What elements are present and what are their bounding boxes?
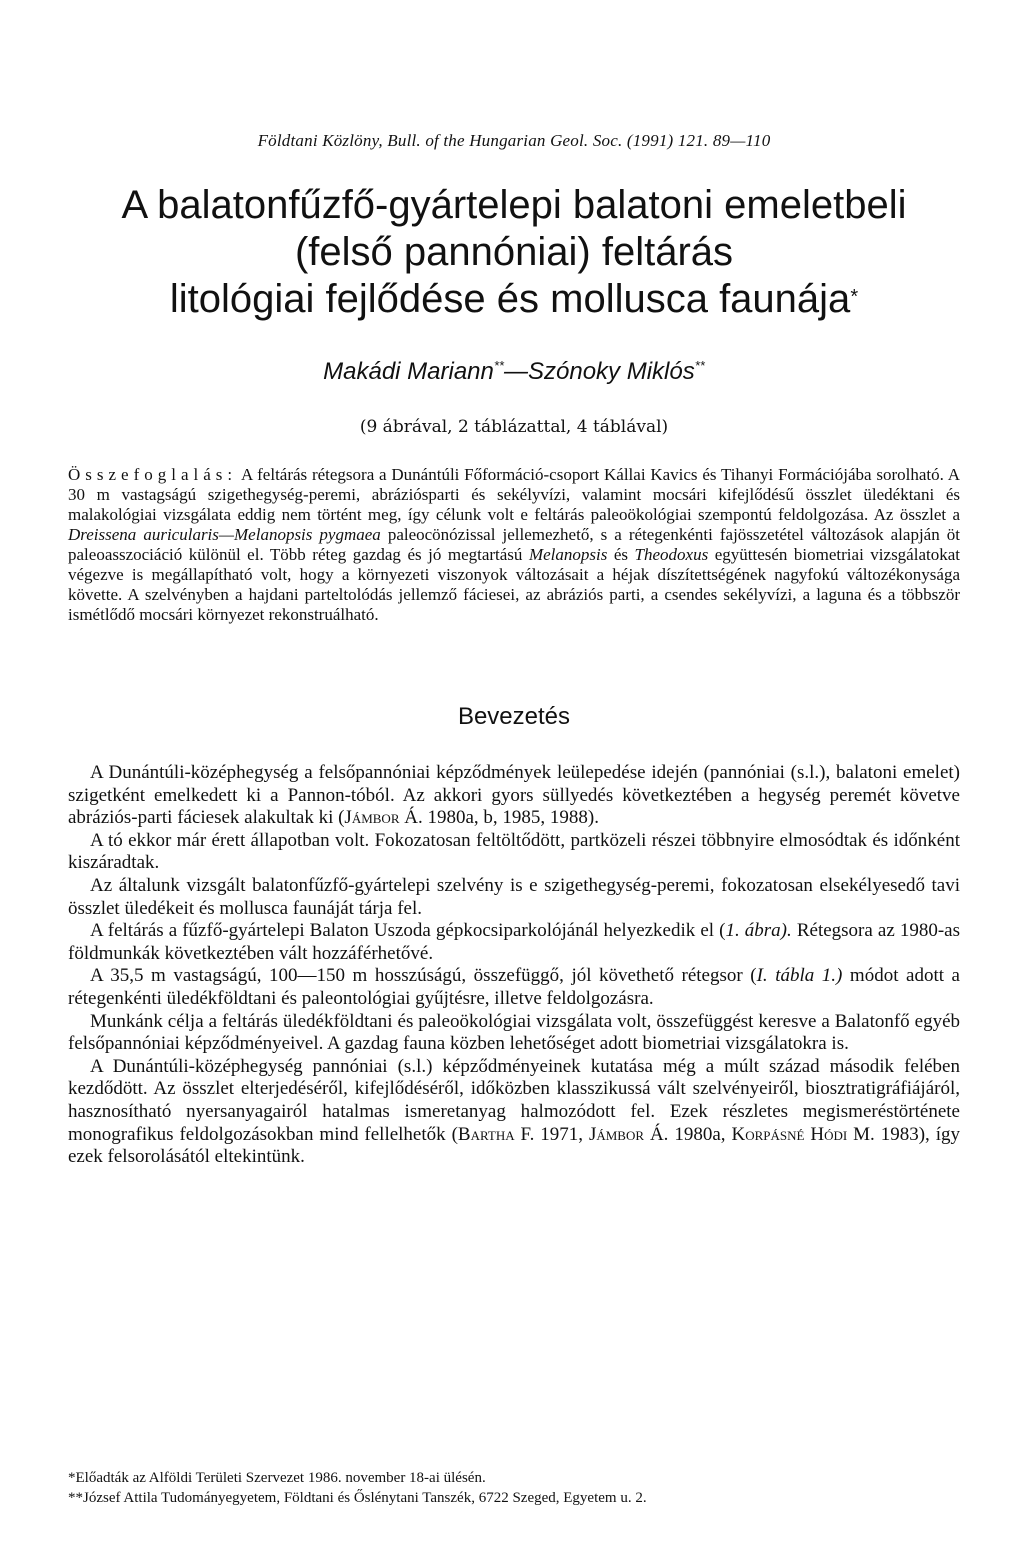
title-footnote-marker: *	[850, 286, 859, 308]
abstract	[68, 465, 960, 625]
author-separator: —	[504, 358, 528, 385]
citation-bartha: Bartha F.	[457, 1123, 535, 1145]
paragraph-3: Az általunk vizsgált balatonfűzfő-gyártelepi szelvény is e szigethegység-peremi, fokozatosan elsekélyesedő tavi összlet üledékeit és mollusca faunáját tárja fel.	[68, 874, 960, 919]
abstract-text-4: együttesén biometriai vizsgálatokat végezve is megállapítható volt, hogy a környezeti viszonyok változásait a héjak díszítettségének nagyfokú változékonysága követte. A szelvényben a hajdani parteltolódás jellemző fáciesei, az abráziós parti, a csendes sekélyvízi, a laguna és a többször ismétlődő mocsári környezet rekonstruálható.	[68, 545, 960, 624]
figure-table-counts: (9 ábrával, 2 táblázattal, 4 táblával)	[359, 417, 669, 437]
abstract-taxon-1: Dreissena auricularis—Melanopsis pygmaea	[68, 525, 381, 544]
citation-jambor-2: Jámbor Á.	[588, 1123, 669, 1145]
paragraph-2: A tó ekkor már érett állapotban volt. Fokozatosan feltöltődött, partközeli részei többnyire elmosódtak és időnként kiszáradtak.	[68, 829, 960, 874]
abstract-text-2: paleocönózissal jellemezhető, s a rétegenkénti fajösszetétel változások alapján öt paleoasszociáció különül el. Több réteg gazdag és jó megtartású	[68, 525, 960, 564]
author-1-marker: **	[493, 358, 504, 373]
body-text	[68, 762, 960, 1169]
paragraph-4-text-b: Rétegsora az 1980-as földmunkák következtében vált hozzáférhetővé.	[68, 920, 960, 964]
footnote-1: *Előadták az Alföldi Területi Szervezet 1986. november 18-ai ülésén.	[68, 1470, 486, 1486]
paragraph-7	[68, 1056, 960, 1169]
paragraph-7-text-b: 1971,	[534, 1123, 589, 1145]
paragraph-7-text-c: 1980a,	[668, 1123, 732, 1145]
figure-reference: 1. ábra).	[725, 920, 792, 942]
paragraph-5-text-a: A 35,5 m vastagságú, 100—150 m hosszúságú, összefüggő, jól követhető rétegsor (	[90, 965, 757, 987]
paragraph-5-text-b: módot adott a rétegenkénti üledékföldtani és paleontológiai gyűjtésre, illetve feldolgozásra.	[68, 965, 960, 1009]
abstract-text-1: A feltárás rétegsora a Dunántúli Főformáció-csoport Kállai Kavics és Tihanyi Formációjába sorolható. A 30 m vastagságú szigethegység-peremi, abráziósparti és sekélyvízi, valamint mocsári kifejlődésű összlet üledéktani és malakológiai vizsgálata eddig nem történt meg, így célunk volt e feltárás paleoökológiai szempontú feldolgozása. Az összlet a	[68, 465, 960, 524]
paragraph-6: Munkánk célja a feltárás üledékföldtani és paleoökológiai vizsgálata volt, összefüggést keresve a Balatonfő egyéb felsőpannóniai képződményeivel. A gazdag fauna közben lehetőséget adott biometriai vizsgálatokra is.	[68, 1010, 960, 1055]
paragraph-1	[68, 762, 960, 830]
paragraph-7-text-d: 1983), így ezek felsorolásától eltekintünk.	[68, 1123, 961, 1168]
title-line-3	[68, 276, 960, 323]
title-line-3-text: litológiai fejlődése és mollusca faunája	[169, 277, 851, 321]
paragraph-1-text: A Dunántúli-középhegység a felsőpannóniai képződmények leülepedése idején (pannóniai (s.l.), balatoni emelet) szigetként emelkedett ki a Pannon-tóból. Az akkori gyors süllyedés következtében a hegység peremét követve abráziós-parti fáciesek alakultak ki (	[68, 762, 960, 829]
title-line-1: A balatonfűzfő-gyártelepi balatoni emeletbeli	[121, 183, 907, 227]
paragraph-5	[68, 965, 960, 1010]
title-line-2: (felső pannóniai) feltárás	[294, 230, 734, 274]
journal-citation: Földtani Közlöny, Bull. of the Hungarian Geol. Soc. (1991) 121. 89—110	[257, 131, 771, 150]
author-2: Szónoky Miklós	[528, 358, 695, 385]
paragraph-1-end: 1980a, b, 1985, 1988).	[422, 807, 599, 829]
plate-reference: I. tábla 1.)	[756, 965, 843, 987]
citation-korpasne: Korpásné Hódi M.	[731, 1123, 875, 1145]
abstract-text-3: és	[607, 545, 635, 564]
paragraph-7-text-a: A Dunántúli-középhegység pannóniai (s.l.) képződményeinek kutatása még a múlt század második felében kezdődött. Az összlet elterjedéséről, kifejlődéséről, időközben klasszikussá vált szelvényeiről, biosztratigráfiájáról, hasznosítható nyersanyagairól hatalmas ismeretanyag halmozódott fel. Ezek részletes megismeréstörténete monografikus feldolgozásokban mind fellelhetők (	[68, 1055, 960, 1145]
abstract-taxon-3: Theodoxus	[634, 545, 709, 564]
author-2-marker: **	[694, 358, 705, 373]
footnote-2: **József Attila Tudományegyetem, Földtani és Őslénytani Tanszék, 6722 Szeged, Egyetem u. 2.	[68, 1490, 647, 1506]
author-1: Makádi Mariann	[323, 358, 494, 385]
paragraph-4-text-a: A feltárás a fűzfő-gyártelepi Balaton Uszoda gépkocsiparkolójánál helyezkedik el (	[90, 920, 726, 942]
paragraph-4	[68, 920, 960, 965]
section-heading: Bevezetés	[457, 703, 571, 730]
abstract-lead: Összefoglalás:	[68, 465, 238, 484]
abstract-taxon-2: Melanopsis	[528, 545, 608, 564]
citation-jambor: Jámbor Á.	[344, 807, 423, 829]
authors	[68, 358, 960, 386]
footnotes	[68, 1469, 960, 1509]
article-title	[68, 182, 960, 323]
